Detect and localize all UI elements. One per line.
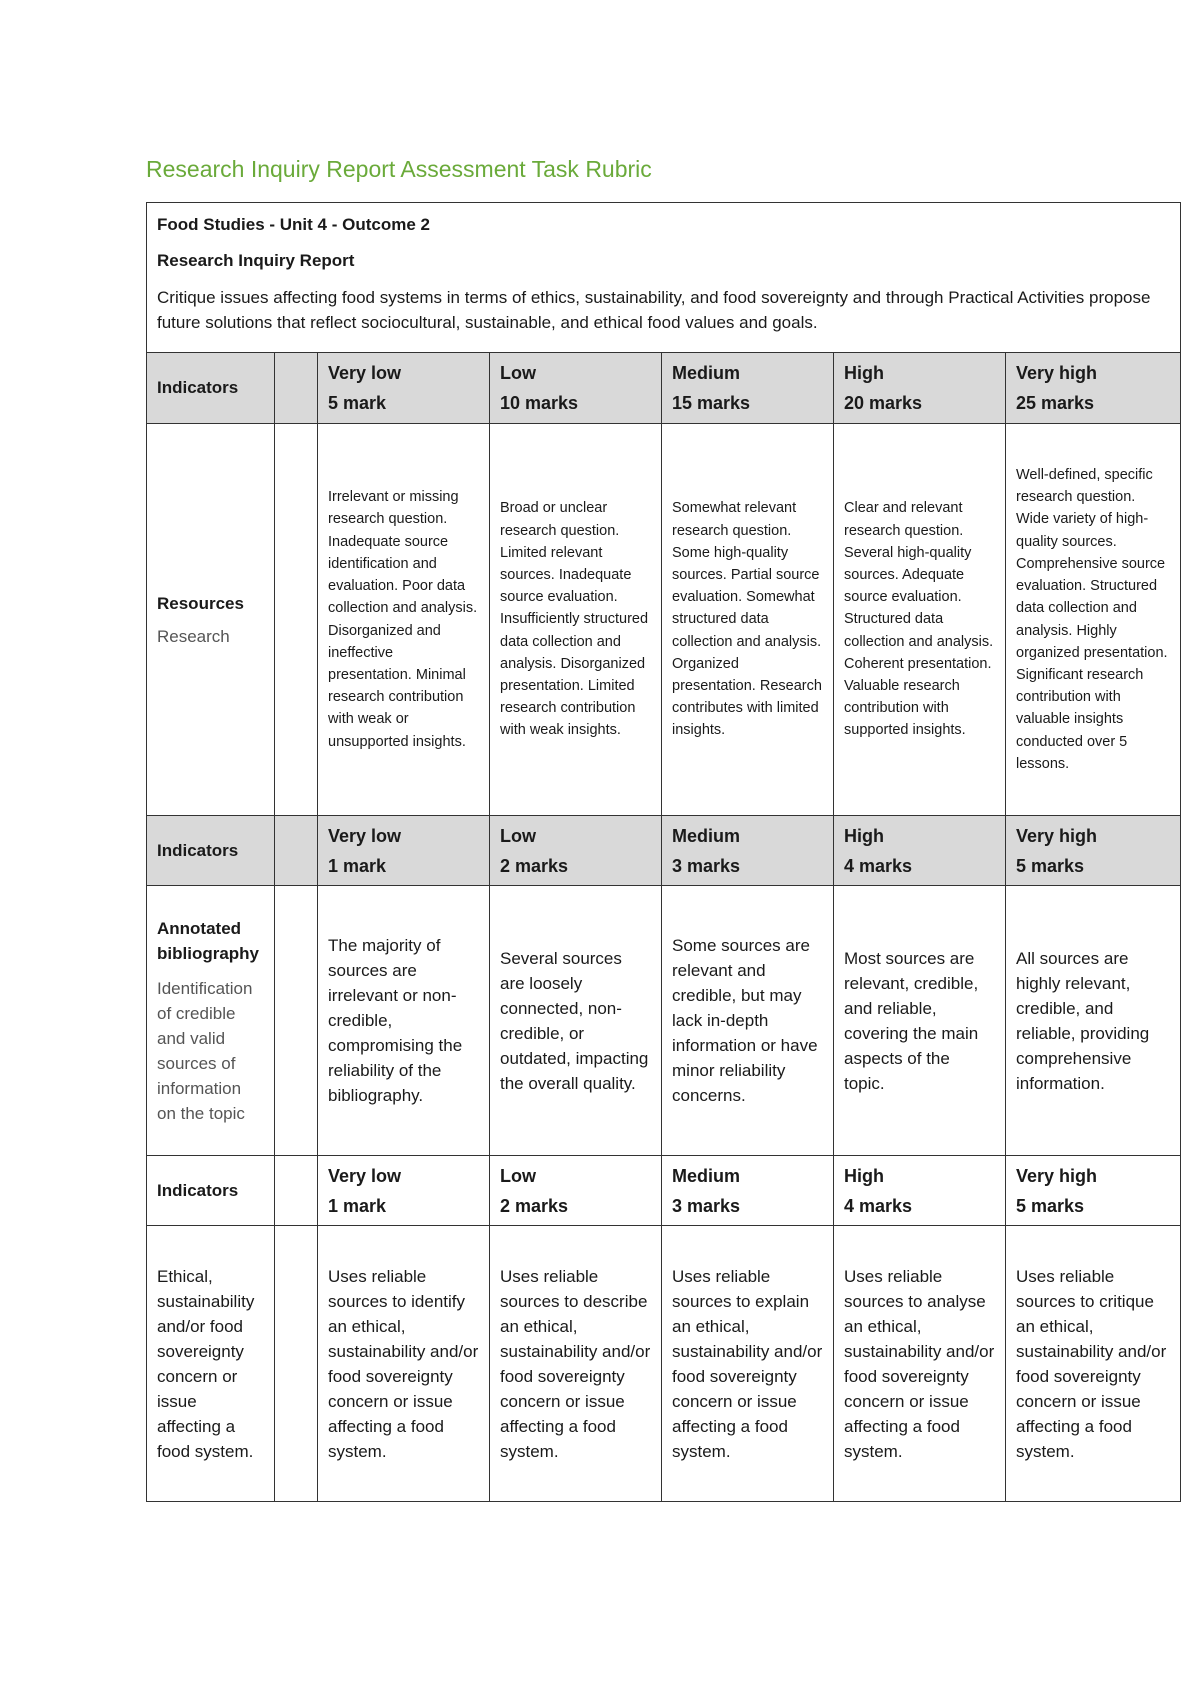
descriptor-cell: Several sources are loosely connected, non-credible, or outdated, impacting the overall quality.	[490, 886, 662, 1156]
indicators-header-row	[147, 816, 1181, 886]
descriptor-cell: Uses reliable sources to analyse an ethical, sustainability and/or food sovereignty concern or issue affecting a food system.	[834, 1226, 1006, 1502]
level-marks: 1 mark	[328, 855, 387, 876]
blank-cell	[275, 1226, 318, 1502]
criterion-subtitle: Research	[157, 626, 230, 646]
level-header	[834, 1156, 1006, 1226]
indicators-label: Indicators	[147, 1156, 275, 1226]
rubric-table	[146, 202, 1181, 1502]
level-name: High	[844, 1165, 884, 1186]
criterion-subtitle: Identification of credible and valid sources of information on the topic	[157, 978, 253, 1123]
level-name: Very high	[1016, 1165, 1098, 1186]
level-header	[318, 353, 490, 424]
level-marks: 4 marks	[844, 855, 913, 876]
level-header	[662, 816, 834, 886]
descriptor-cell: Some sources are relevant and credible, but may lack in-depth information or have minor reliability concerns.	[662, 886, 834, 1156]
level-header	[662, 353, 834, 424]
level-header	[490, 1156, 662, 1226]
level-marks: 5 marks	[1016, 1195, 1085, 1216]
level-marks: 15 marks	[672, 393, 751, 413]
page-title: Research Inquiry Report Assessment Task Rubric	[146, 156, 652, 182]
level-marks: 4 marks	[844, 1195, 913, 1216]
blank-cell	[275, 886, 318, 1156]
descriptor-cell: All sources are highly relevant, credible, and reliable, providing comprehensive information.	[1006, 886, 1181, 1156]
level-marks: 10 marks	[500, 393, 579, 413]
blank-cell	[275, 1156, 318, 1226]
indicators-label: Indicators	[147, 353, 275, 424]
task-name: Research Inquiry Report	[157, 251, 355, 270]
level-name: Very high	[1016, 825, 1098, 846]
criterion-row-bibliography	[147, 886, 1181, 1156]
criterion-cell: Ethical, sustainability and/or food sovereignty concern or issue affecting a food system.	[147, 1226, 275, 1502]
blank-cell	[275, 816, 318, 886]
indicators-label: Indicators	[147, 816, 275, 886]
level-name: Low	[500, 825, 536, 846]
descriptor-cell: Clear and relevant research question. Several high-quality sources. Adequate source evaluation. Structured data collection and analysis. Coherent presentation. Valuable research contribution with supported insights.	[834, 424, 1006, 816]
criterion-name: Annotated bibliography	[157, 918, 259, 963]
level-header	[834, 816, 1006, 886]
level-marks: 3 marks	[672, 1195, 741, 1216]
descriptor-cell: Uses reliable sources to explain an ethical, sustainability and/or food sovereignty concern or issue affecting a food system.	[662, 1226, 834, 1502]
info-cell	[147, 203, 1181, 353]
descriptor-cell: Uses reliable sources to identify an ethical, sustainability and/or food sovereignty concern or issue affecting a food system.	[318, 1226, 490, 1502]
criterion-row-concern	[147, 1226, 1181, 1502]
level-marks: 20 marks	[844, 393, 923, 413]
blank-cell	[275, 353, 318, 424]
level-name: Medium	[672, 1165, 741, 1186]
criterion-name: Resources	[157, 593, 244, 613]
level-header	[1006, 816, 1181, 886]
level-marks: 5 marks	[1016, 855, 1085, 876]
level-header	[318, 1156, 490, 1226]
level-marks: 3 marks	[672, 855, 741, 876]
level-header	[318, 816, 490, 886]
level-name: Very high	[1016, 363, 1098, 383]
level-name: Low	[500, 363, 536, 383]
level-header	[834, 353, 1006, 424]
task-description: Critique issues affecting food systems in terms of ethics, sustainability, and food sovereignty and through Practical Activities propose future solutions that reflect sociocultural, sustainable, and ethical food values and goals.	[157, 288, 1151, 332]
level-marks: 5 mark	[328, 393, 387, 413]
criterion-cell	[147, 886, 275, 1156]
level-marks: 1 mark	[328, 1195, 387, 1216]
level-header	[490, 816, 662, 886]
criterion-cell	[147, 424, 275, 816]
level-name: Low	[500, 1165, 536, 1186]
level-name: High	[844, 363, 884, 383]
level-name: Very low	[328, 825, 402, 846]
descriptor-cell: Uses reliable sources to critique an ethical, sustainability and/or food sovereignty concern or issue affecting a food system.	[1006, 1226, 1181, 1502]
descriptor-cell: The majority of sources are irrelevant or non-credible, compromising the reliability of the bibliography.	[318, 886, 490, 1156]
info-row	[147, 203, 1181, 353]
descriptor-cell: Most sources are relevant, credible, and reliable, covering the main aspects of the topic.	[834, 886, 1006, 1156]
level-name: Medium	[672, 363, 741, 383]
descriptor-cell: Broad or unclear research question. Limited relevant sources. Inadequate source evaluation. Insufficiently structured data collection and analysis. Disorganized presentation. Limited research contribution with weak insights.	[490, 424, 662, 816]
level-name: Medium	[672, 825, 741, 846]
descriptor-cell: Well-defined, specific research question. Wide variety of high-quality sources. Comprehensive source evaluation. Structured data collection and analysis. Highly organized presentation. Significant research contribution with valuable insights conducted over 5 lessons.	[1006, 424, 1181, 816]
criterion-row-resources	[147, 424, 1181, 816]
level-marks: 2 marks	[500, 1195, 569, 1216]
blank-cell	[275, 424, 318, 816]
subject-unit: Food Studies - Unit 4 - Outcome 2	[157, 215, 430, 234]
descriptor-cell: Uses reliable sources to describe an ethical, sustainability and/or food sovereignty concern or issue affecting a food system.	[490, 1226, 662, 1502]
level-name: High	[844, 825, 884, 846]
level-header	[1006, 353, 1181, 424]
level-header	[662, 1156, 834, 1226]
level-name: Very low	[328, 1165, 402, 1186]
indicators-header-row	[147, 353, 1181, 424]
descriptor-cell: Somewhat relevant research question. Some high-quality sources. Partial source evaluation. Somewhat structured data collection and analysis. Organized presentation. Research contributes with limited insights.	[662, 424, 834, 816]
level-header	[490, 353, 662, 424]
level-header	[1006, 1156, 1181, 1226]
level-marks: 25 marks	[1016, 393, 1095, 413]
descriptor-cell: Irrelevant or missing research question. Inadequate source identification and evaluation. Poor data collection and analysis. Disorganized and ineffective presentation. Minimal research contribution with weak or unsupported insights.	[318, 424, 490, 816]
level-name: Very low	[328, 363, 402, 383]
indicators-header-row	[147, 1156, 1181, 1226]
level-marks: 2 marks	[500, 855, 569, 876]
